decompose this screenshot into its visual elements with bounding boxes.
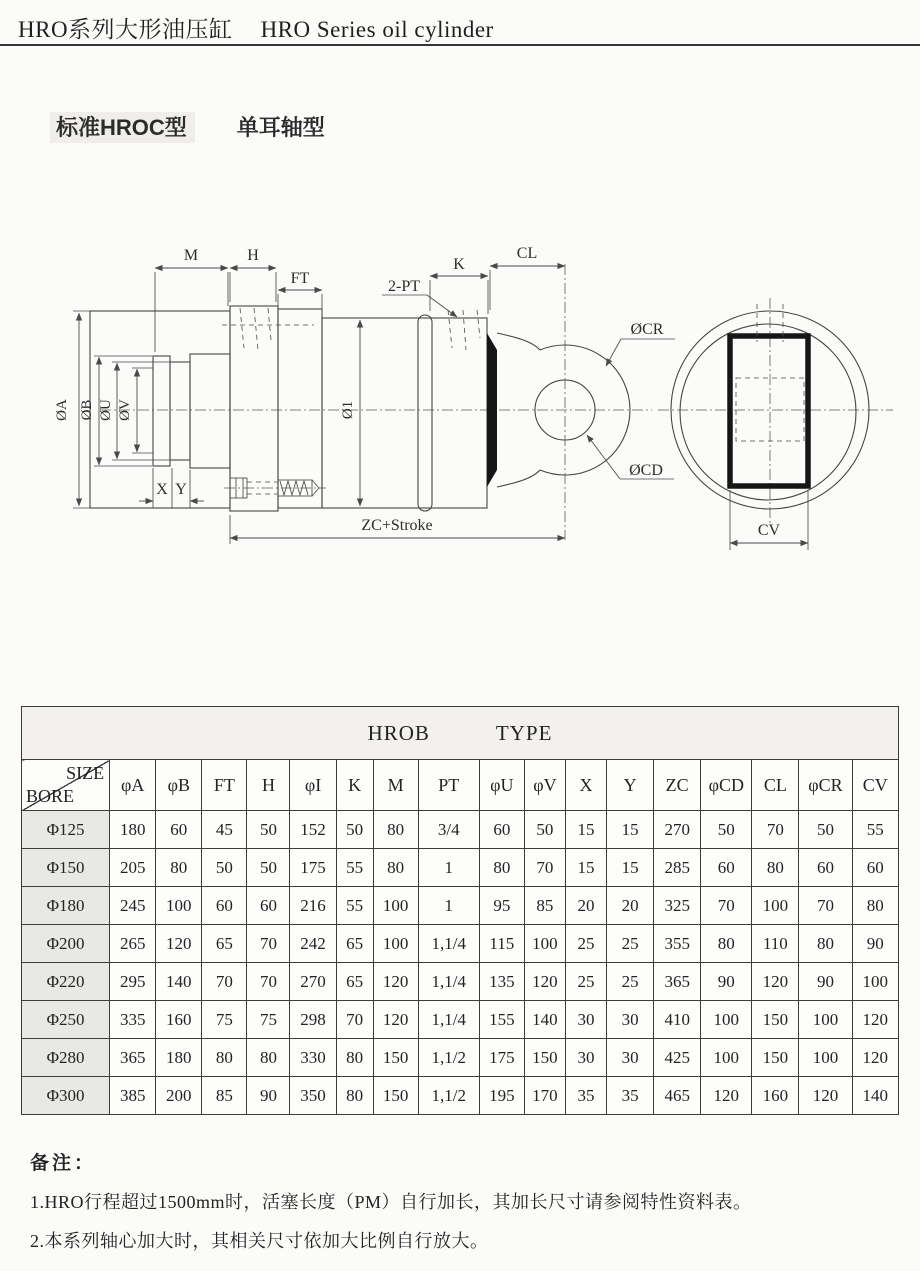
remark-item-1: 1.HRO行程超过1500mm时，活塞长度（PM）自行加长，其加长尺寸请参阅特性资料表。 xyxy=(30,1192,752,1212)
remarks-section xyxy=(30,1148,752,1253)
page-title xyxy=(18,11,494,44)
value-cell: 160 xyxy=(156,1001,202,1039)
value-cell: 60 xyxy=(852,849,898,887)
size-cell: Φ280 xyxy=(22,1039,110,1077)
value-cell: 100 xyxy=(524,925,565,963)
value-cell: 242 xyxy=(290,925,336,963)
dim-label-zc-stroke: ZC+Stroke xyxy=(361,517,433,534)
dim-label-dia-b: ØB xyxy=(79,399,95,421)
value-cell: 425 xyxy=(654,1039,701,1077)
tie-rod-bolt xyxy=(230,478,319,498)
value-cell: 150 xyxy=(752,1039,799,1077)
column-header: FT xyxy=(202,760,247,811)
value-cell: 140 xyxy=(524,1001,565,1039)
value-cell: 80 xyxy=(247,1039,290,1077)
table-row xyxy=(22,849,899,887)
value-cell: 50 xyxy=(336,811,373,849)
value-cell: 150 xyxy=(373,1039,418,1077)
column-header: X xyxy=(565,760,606,811)
value-cell: 70 xyxy=(701,887,752,925)
value-cell: 365 xyxy=(110,1039,156,1077)
value-cell: 80 xyxy=(373,849,418,887)
value-cell: 65 xyxy=(202,925,247,963)
value-cell: 150 xyxy=(373,1077,418,1115)
value-cell: 30 xyxy=(565,1039,606,1077)
value-cell: 1,1/2 xyxy=(418,1039,479,1077)
table-row xyxy=(22,925,899,963)
size-cell: Φ180 xyxy=(22,887,110,925)
value-cell: 100 xyxy=(799,1001,852,1039)
subtitle-ear-type: 单耳轴型 xyxy=(236,115,325,140)
value-cell: 355 xyxy=(654,925,701,963)
value-cell: 50 xyxy=(202,849,247,887)
value-cell: 100 xyxy=(701,1001,752,1039)
value-cell: 60 xyxy=(202,887,247,925)
value-cell: 1,1/2 xyxy=(418,1077,479,1115)
value-cell: 65 xyxy=(336,963,373,1001)
value-cell: 80 xyxy=(479,849,524,887)
value-cell: 80 xyxy=(701,925,752,963)
column-header: H xyxy=(247,760,290,811)
dim-label-dia-cr: ØCR xyxy=(630,321,664,338)
value-cell: 270 xyxy=(654,811,701,849)
value-cell: 15 xyxy=(607,811,654,849)
table-row xyxy=(22,1039,899,1077)
table-row xyxy=(22,1001,899,1039)
column-header: φV xyxy=(524,760,565,811)
value-cell: 216 xyxy=(290,887,336,925)
value-cell: 20 xyxy=(607,887,654,925)
value-cell: 90 xyxy=(247,1077,290,1115)
value-cell: 410 xyxy=(654,1001,701,1039)
value-cell: 120 xyxy=(852,1039,898,1077)
corner-label-size: SIZE xyxy=(66,763,105,783)
value-cell: 85 xyxy=(202,1077,247,1115)
value-cell: 50 xyxy=(799,811,852,849)
value-cell: 55 xyxy=(336,887,373,925)
table-title-row xyxy=(22,707,899,760)
value-cell: 152 xyxy=(290,811,336,849)
value-cell: 1 xyxy=(418,887,479,925)
value-cell: 100 xyxy=(852,963,898,1001)
value-cell: 25 xyxy=(607,925,654,963)
value-cell: 80 xyxy=(336,1039,373,1077)
value-cell: 120 xyxy=(799,1077,852,1115)
dim-label-y: Y xyxy=(175,481,187,498)
spec-table-body xyxy=(22,811,899,1115)
value-cell: 100 xyxy=(156,887,202,925)
value-cell: 70 xyxy=(247,963,290,1001)
dim-label-h: H xyxy=(247,247,259,264)
value-cell: 15 xyxy=(565,849,606,887)
value-cell: 115 xyxy=(479,925,524,963)
value-cell: 60 xyxy=(156,811,202,849)
dim-label-dia-v: ØV xyxy=(117,399,133,421)
side-view xyxy=(54,245,675,544)
column-header: K xyxy=(336,760,373,811)
column-header-row xyxy=(22,760,899,811)
column-header: φI xyxy=(290,760,336,811)
value-cell: 120 xyxy=(701,1077,752,1115)
value-cell: 50 xyxy=(247,849,290,887)
subtitle-standard-type: 标准HROC型 xyxy=(50,112,195,143)
value-cell: 140 xyxy=(156,963,202,1001)
value-cell: 50 xyxy=(701,811,752,849)
size-bore-corner-cell xyxy=(22,760,110,811)
table-title-model: HROB xyxy=(367,720,430,745)
value-cell: 170 xyxy=(524,1077,565,1115)
value-cell: 35 xyxy=(565,1077,606,1115)
remarks-heading: 备注： xyxy=(30,1153,97,1174)
column-header: φA xyxy=(110,760,156,811)
value-cell: 100 xyxy=(752,887,799,925)
table-row xyxy=(22,887,899,925)
value-cell: 180 xyxy=(110,811,156,849)
value-cell: 465 xyxy=(654,1077,701,1115)
dim-label-cv: CV xyxy=(757,522,781,539)
column-header: φB xyxy=(156,760,202,811)
table-row xyxy=(22,1077,899,1115)
value-cell: 90 xyxy=(701,963,752,1001)
value-cell: 30 xyxy=(607,1039,654,1077)
value-cell: 80 xyxy=(373,811,418,849)
value-cell: 245 xyxy=(110,887,156,925)
dim-label-dia-u: ØU xyxy=(98,399,114,421)
value-cell: 365 xyxy=(654,963,701,1001)
value-cell: 70 xyxy=(202,963,247,1001)
value-cell: 120 xyxy=(373,1001,418,1039)
column-header: φCD xyxy=(701,760,752,811)
value-cell: 30 xyxy=(565,1001,606,1039)
value-cell: 120 xyxy=(373,963,418,1001)
table-row xyxy=(22,963,899,1001)
value-cell: 75 xyxy=(202,1001,247,1039)
dim-label-ft: FT xyxy=(290,270,310,287)
column-header: ZC xyxy=(654,760,701,811)
value-cell: 120 xyxy=(852,1001,898,1039)
size-cell: Φ125 xyxy=(22,811,110,849)
table-title-cell xyxy=(22,707,899,760)
value-cell: 110 xyxy=(752,925,799,963)
column-header: CV xyxy=(852,760,898,811)
value-cell: 3/4 xyxy=(418,811,479,849)
value-cell: 20 xyxy=(565,887,606,925)
value-cell: 60 xyxy=(799,849,852,887)
value-cell: 50 xyxy=(524,811,565,849)
value-cell: 1 xyxy=(418,849,479,887)
value-cell: 15 xyxy=(607,849,654,887)
size-cell: Φ150 xyxy=(22,849,110,887)
table-row xyxy=(22,811,899,849)
column-header: CL xyxy=(752,760,799,811)
value-cell: 70 xyxy=(752,811,799,849)
value-cell: 60 xyxy=(479,811,524,849)
column-header: Y xyxy=(607,760,654,811)
value-cell: 120 xyxy=(156,925,202,963)
dim-label-2pt: 2-PT xyxy=(388,278,420,295)
value-cell: 1,1/4 xyxy=(418,925,479,963)
value-cell: 350 xyxy=(290,1077,336,1115)
dim-label-cl: CL xyxy=(516,245,538,262)
clevis-boss-rectangle xyxy=(730,336,808,486)
value-cell: 25 xyxy=(565,925,606,963)
column-header: φCR xyxy=(799,760,852,811)
remark-item-2: 2.本系列轴心加大时，其相关尺寸依加大比例自行放大。 xyxy=(30,1231,489,1251)
value-cell: 120 xyxy=(524,963,565,1001)
end-view xyxy=(658,298,893,550)
value-cell: 80 xyxy=(752,849,799,887)
dim-label-m: M xyxy=(183,247,199,264)
size-cell: Φ200 xyxy=(22,925,110,963)
column-header: M xyxy=(373,760,418,811)
value-cell: 80 xyxy=(202,1039,247,1077)
value-cell: 100 xyxy=(799,1039,852,1077)
value-cell: 285 xyxy=(654,849,701,887)
value-cell: 15 xyxy=(565,811,606,849)
table-title-word: TYPE xyxy=(495,720,553,745)
value-cell: 100 xyxy=(701,1039,752,1077)
page-title-zh: HRO系列大形油压缸 xyxy=(18,17,233,42)
value-cell: 75 xyxy=(247,1001,290,1039)
value-cell: 25 xyxy=(607,963,654,1001)
value-cell: 25 xyxy=(565,963,606,1001)
value-cell: 45 xyxy=(202,811,247,849)
value-cell: 175 xyxy=(290,849,336,887)
value-cell: 60 xyxy=(247,887,290,925)
value-cell: 1,1/4 xyxy=(418,1001,479,1039)
size-cell: Φ220 xyxy=(22,963,110,1001)
value-cell: 90 xyxy=(799,963,852,1001)
value-cell: 295 xyxy=(110,963,156,1001)
value-cell: 55 xyxy=(852,811,898,849)
value-cell: 135 xyxy=(479,963,524,1001)
value-cell: 95 xyxy=(479,887,524,925)
size-cell: Φ300 xyxy=(22,1077,110,1115)
dim-label-dia-a: ØA xyxy=(54,399,70,421)
value-cell: 80 xyxy=(156,849,202,887)
value-cell: 270 xyxy=(290,963,336,1001)
value-cell: 385 xyxy=(110,1077,156,1115)
dim-label-x: X xyxy=(156,481,168,498)
value-cell: 80 xyxy=(852,887,898,925)
page-title-en: HRO Series oil cylinder xyxy=(260,17,494,42)
value-cell: 265 xyxy=(110,925,156,963)
value-cell: 120 xyxy=(752,963,799,1001)
value-cell: 150 xyxy=(752,1001,799,1039)
value-cell: 335 xyxy=(110,1001,156,1039)
size-cell: Φ250 xyxy=(22,1001,110,1039)
value-cell: 80 xyxy=(799,925,852,963)
value-cell: 205 xyxy=(110,849,156,887)
value-cell: 60 xyxy=(701,849,752,887)
value-cell: 70 xyxy=(799,887,852,925)
value-cell: 325 xyxy=(654,887,701,925)
end-view-inner-circle xyxy=(680,324,856,500)
dim-label-dia-1: Ø1 xyxy=(340,400,356,420)
value-cell: 100 xyxy=(373,887,418,925)
value-cell: 330 xyxy=(290,1039,336,1077)
value-cell: 70 xyxy=(524,849,565,887)
column-header: PT xyxy=(418,760,479,811)
header-divider xyxy=(0,44,920,46)
value-cell: 50 xyxy=(247,811,290,849)
value-cell: 100 xyxy=(373,925,418,963)
value-cell: 80 xyxy=(336,1077,373,1115)
side-view-dimensions xyxy=(54,245,675,544)
value-cell: 55 xyxy=(336,849,373,887)
column-header: φU xyxy=(479,760,524,811)
dim-label-dia-cd: ØCD xyxy=(629,462,663,479)
spec-table-container xyxy=(21,706,899,1115)
value-cell: 70 xyxy=(247,925,290,963)
corner-label-bore: BORE xyxy=(26,786,75,806)
value-cell: 90 xyxy=(852,925,898,963)
technical-drawing xyxy=(0,238,920,568)
spec-table xyxy=(21,706,899,1115)
value-cell: 200 xyxy=(156,1077,202,1115)
value-cell: 298 xyxy=(290,1001,336,1039)
value-cell: 195 xyxy=(479,1077,524,1115)
model-subtitle xyxy=(50,111,325,142)
value-cell: 30 xyxy=(607,1001,654,1039)
dim-label-k: K xyxy=(453,256,465,273)
value-cell: 180 xyxy=(156,1039,202,1077)
value-cell: 85 xyxy=(524,887,565,925)
value-cell: 1,1/4 xyxy=(418,963,479,1001)
value-cell: 65 xyxy=(336,925,373,963)
value-cell: 70 xyxy=(336,1001,373,1039)
value-cell: 35 xyxy=(607,1077,654,1115)
value-cell: 175 xyxy=(479,1039,524,1077)
value-cell: 160 xyxy=(752,1077,799,1115)
value-cell: 150 xyxy=(524,1039,565,1077)
value-cell: 140 xyxy=(852,1077,898,1115)
value-cell: 155 xyxy=(479,1001,524,1039)
